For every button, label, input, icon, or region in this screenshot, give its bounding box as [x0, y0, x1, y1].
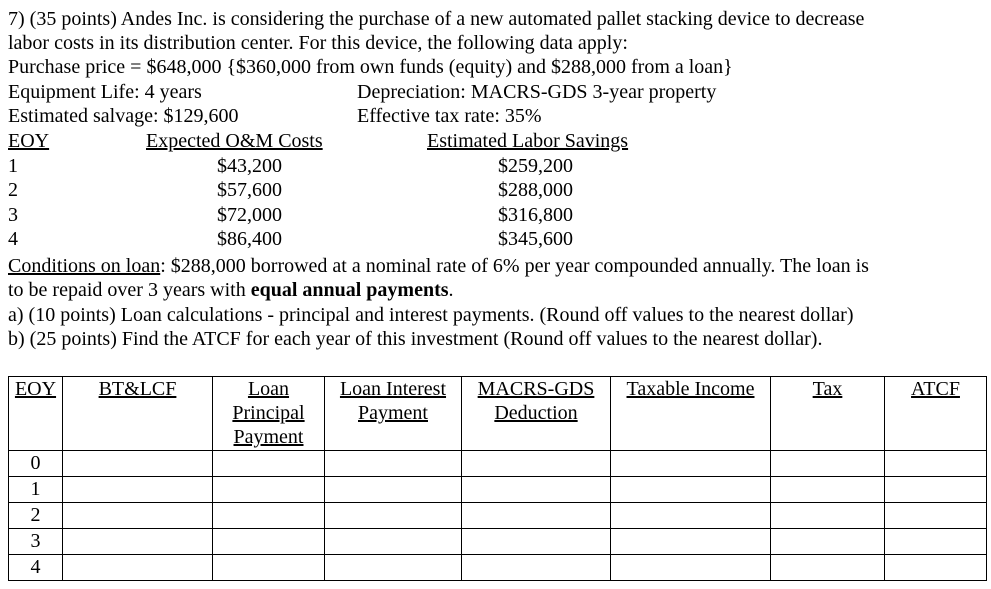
- atcf-cell[interactable]: [885, 503, 987, 529]
- taxable-income-cell[interactable]: [611, 477, 771, 503]
- loan-line2-pre: to be repaid over 3 years with: [8, 279, 251, 301]
- problem-line-1: 7) (35 points) Andes Inc. is considering the purchase of a new automated pallet stacking device to decrease: [8, 8, 865, 30]
- atcf-cell[interactable]: [885, 529, 987, 555]
- taxable-income-cell[interactable]: [611, 451, 771, 477]
- depreciation-method: Depreciation: MACRS-GDS 3-year property: [357, 81, 717, 103]
- answer-header-row: [9, 377, 987, 451]
- purchase-price-line: Purchase price = $648,000 {$360,000 from own funds (equity) and $288,000 from a loan}: [8, 56, 733, 78]
- header-labor-savings: Estimated Labor Savings: [427, 130, 629, 152]
- col-header-loan-interest: Loan Interest Payment: [325, 377, 462, 451]
- row-om-cost: $72,000: [217, 204, 282, 226]
- interest-cell[interactable]: [325, 529, 462, 555]
- principal-cell[interactable]: [213, 555, 325, 581]
- taxable-income-cell[interactable]: [611, 503, 771, 529]
- btlcf-cell[interactable]: [63, 555, 213, 581]
- interest-cell[interactable]: [325, 451, 462, 477]
- tax-cell[interactable]: [771, 451, 885, 477]
- table-row: [9, 529, 987, 555]
- btlcf-cell[interactable]: [63, 451, 213, 477]
- col-header-loan-principal: Loan Principal Payment: [213, 377, 325, 451]
- tax-cell[interactable]: [771, 503, 885, 529]
- btlcf-cell[interactable]: [63, 477, 213, 503]
- equipment-life: Equipment Life: 4 years: [8, 81, 202, 103]
- eoy-cell: 4: [9, 555, 63, 581]
- macrs-cell[interactable]: [462, 477, 611, 503]
- tax-cell[interactable]: [771, 555, 885, 581]
- btlcf-cell[interactable]: [63, 529, 213, 555]
- principal-cell[interactable]: [213, 451, 325, 477]
- loan-conditions-line-1: [8, 254, 869, 278]
- effective-tax-rate: Effective tax rate: 35%: [357, 105, 542, 127]
- eoy-cell: 1: [9, 477, 63, 503]
- answer-table: [8, 376, 987, 581]
- col-header-eoy: EOY: [9, 377, 63, 451]
- loan-conditions-label: Conditions on loan: [8, 255, 161, 277]
- part-b: b) (25 points) Find the ATCF for each year of this investment (Round off values to the nearest dollar).: [8, 328, 823, 350]
- loan-conditions-line-2: [8, 278, 454, 302]
- header-om-costs: Expected O&M Costs: [146, 130, 323, 152]
- row-om-cost: $86,400: [217, 228, 282, 250]
- table-row: [9, 477, 987, 503]
- table-row: [9, 451, 987, 477]
- col-header-taxable-income: Taxable Income: [611, 377, 771, 451]
- loan-conditions-text: : $288,000 borrowed at a nominal rate of 6% per year compounded annually. The loan is: [160, 255, 869, 277]
- atcf-cell[interactable]: [885, 555, 987, 581]
- interest-cell[interactable]: [325, 477, 462, 503]
- principal-cell[interactable]: [213, 477, 325, 503]
- row-eoy: 4: [8, 228, 18, 250]
- principal-cell[interactable]: [213, 529, 325, 555]
- eoy-cell: 0: [9, 451, 63, 477]
- table-row: [9, 503, 987, 529]
- atcf-cell[interactable]: [885, 477, 987, 503]
- problem-line-2: labor costs in its distribution center. For this device, the following data apply:: [8, 32, 628, 54]
- atcf-cell[interactable]: [885, 451, 987, 477]
- tax-cell[interactable]: [771, 529, 885, 555]
- macrs-cell[interactable]: [462, 529, 611, 555]
- equal-payments-emphasis: equal annual payments: [250, 279, 449, 301]
- tax-cell[interactable]: [771, 477, 885, 503]
- col-header-tax: Tax: [771, 377, 885, 451]
- row-labor-saving: $259,200: [498, 155, 573, 177]
- taxable-income-cell[interactable]: [611, 555, 771, 581]
- eoy-cell: 3: [9, 529, 63, 555]
- macrs-cell[interactable]: [462, 555, 611, 581]
- taxable-income-cell[interactable]: [611, 529, 771, 555]
- loan-line2-post: .: [448, 279, 454, 301]
- macrs-cell[interactable]: [462, 503, 611, 529]
- btlcf-cell[interactable]: [63, 503, 213, 529]
- row-labor-saving: $288,000: [498, 179, 573, 201]
- row-eoy: 1: [8, 155, 18, 177]
- row-om-cost: $57,600: [217, 179, 282, 201]
- col-header-macrs: MACRS-GDS Deduction: [462, 377, 611, 451]
- row-eoy: 3: [8, 204, 18, 226]
- principal-cell[interactable]: [213, 503, 325, 529]
- row-om-cost: $43,200: [217, 155, 282, 177]
- header-eoy: EOY: [8, 130, 50, 152]
- interest-cell[interactable]: [325, 503, 462, 529]
- row-labor-saving: $316,800: [498, 204, 573, 226]
- row-eoy: 2: [8, 179, 18, 201]
- col-header-atcf: ATCF: [885, 377, 987, 451]
- estimated-salvage: Estimated salvage: $129,600: [8, 105, 239, 127]
- table-row: [9, 555, 987, 581]
- col-header-btlcf: BT&LCF: [63, 377, 213, 451]
- interest-cell[interactable]: [325, 555, 462, 581]
- row-labor-saving: $345,600: [498, 228, 573, 250]
- part-a: a) (10 points) Loan calculations - principal and interest payments. (Round off values to the nearest dollar): [8, 304, 854, 326]
- eoy-cell: 2: [9, 503, 63, 529]
- macrs-cell[interactable]: [462, 451, 611, 477]
